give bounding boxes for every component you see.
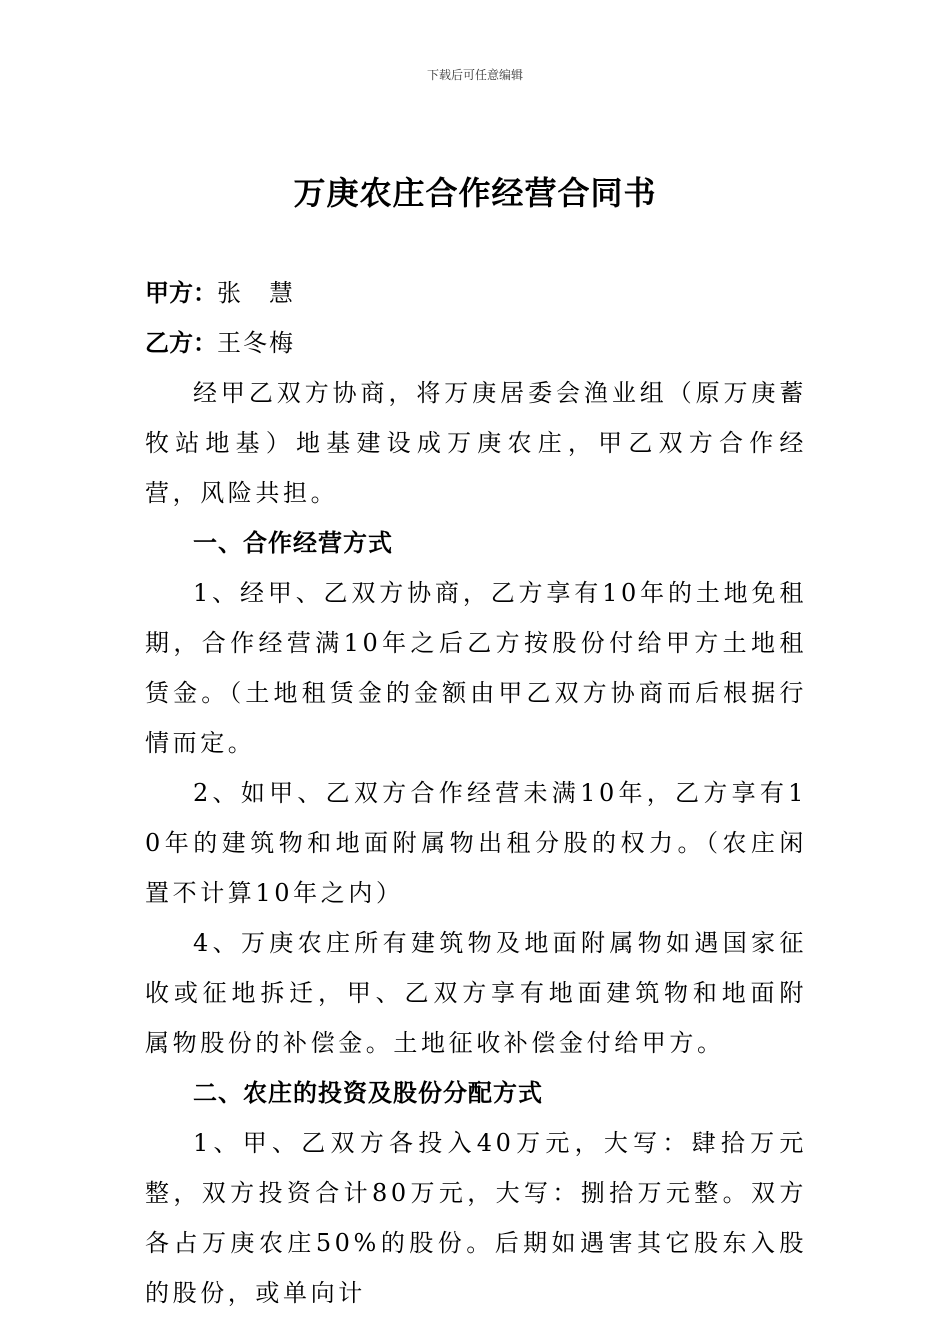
party-a-name: 张 慧 [217, 279, 295, 307]
document-title: 万庚农庄合作经营合同书 [293, 174, 657, 212]
section-1-heading: 一、合作经营方式 [193, 529, 393, 557]
party-a-label: 甲方： [145, 279, 217, 307]
section-1-clause-4: 4、万庚农庄所有建筑物及地面附属物如遇国家征收或征地拆迁，甲、乙双方享有地面建筑物和地面附属物股份的补偿金。土地征收补偿金付给甲方。 [145, 929, 807, 1057]
party-b-line [145, 318, 807, 368]
party-b-name: 王冬梅 [217, 329, 295, 357]
party-b-label: 乙方： [145, 329, 217, 357]
intro-paragraph: 经甲乙双方协商，将万庚居委会渔业组（原万庚蓄牧站地基）地基建设成万庚农庄，甲乙双方合作经营，风险共担。 [145, 379, 807, 507]
document-body [145, 268, 807, 1318]
section-1-clause-1: 1、经甲、乙双方协商，乙方享有10年的土地免租期，合作经营满10年之后乙方按股份付给甲方土地租赁金。（土地租赁金的金额由甲乙双方协商而后根据行情而定。 [145, 579, 807, 757]
section-2-heading: 二、农庄的投资及股份分配方式 [193, 1079, 543, 1107]
party-a-line [145, 268, 807, 318]
section-1-clause-2: 2、如甲、乙双方合作经营未满10年，乙方享有10年的建筑物和地面附属物出租分股的权力。（农庄闲置不计算10年之内） [145, 779, 807, 907]
section-2-clause-1: 1、甲、乙双方各投入40万元，大写：肆拾万元整，双方投资合计80万元，大写：捌拾万元整。双方各占万庚农庄50%的股份。后期如遇害其它股东入股的股份，或单向计 [145, 1129, 807, 1307]
header-note: 下载后可任意编辑 [426, 68, 523, 82]
